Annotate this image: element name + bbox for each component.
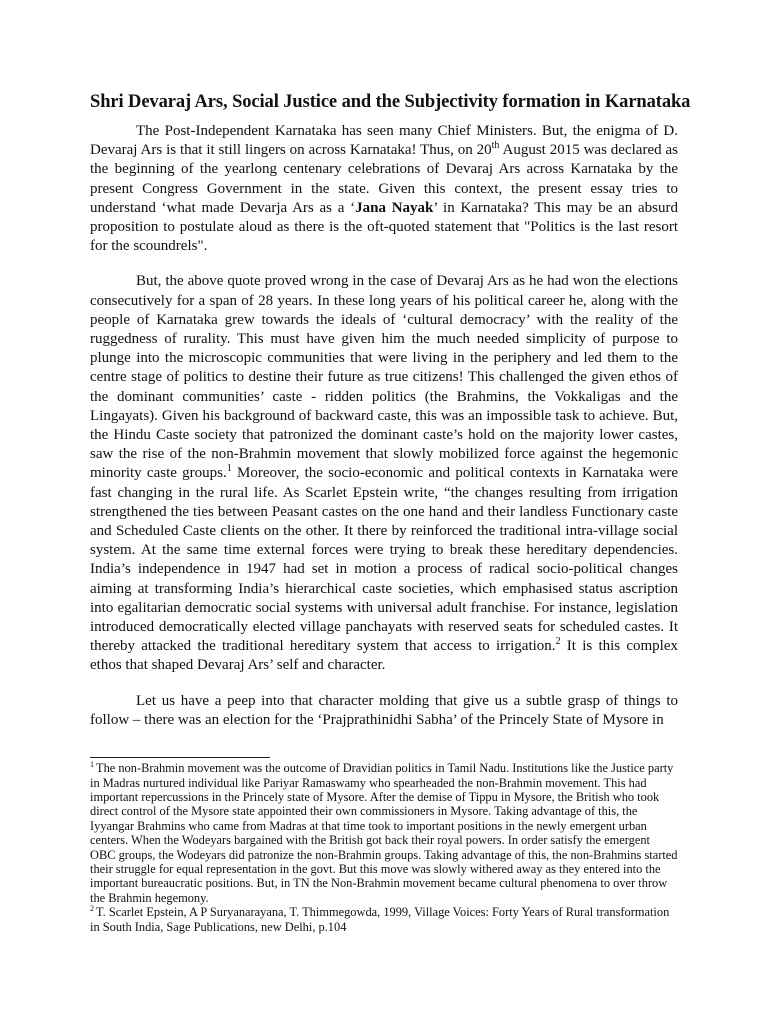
paragraph-2-text-c: It is this complex ethos that shaped Devaraj Ars’ self and character. [90, 638, 678, 674]
footnote-ref-1[interactable]: 1 [226, 463, 232, 475]
footnote-separator [90, 757, 270, 758]
jana-nayak-bold: Jana Nayak [355, 199, 434, 216]
footnote-2-text: T. Scarlet Epstein, A P Suryanarayana, T. Thimmegowda, 1999, Village Voices: Forty Years of Rural transformation in South India, Sage Publications, new Delhi, p.104 [90, 905, 670, 934]
paragraph-2-text-a: But, the above quote proved wrong in the case of Devaraj Ars as he had won the elections consecutively for a span of 28 years. In these long years of his political career he, along with the people of Karnataka grew towards the ideals of ‘cultural democracy’ with the reality of the ruggedness of rurality. This must have given him the much needed simplicity of purpose to plunge into the microscopic communities that were living in the periphery and led them to the centre stage of politics to destine their future as true citizens! This challenged the given ethos of the dominant communities’ caste - ridden politics (the Brahmins, the Vokkaligas and the Lingayats). Given his background of backward caste, this was an impossible task to achieve. But, the Hindu Caste society that patronized the dominant caste’s hold on the majority lower castes, saw the rise of the non-Brahmin movement that slowly mobilized force against the hegemonic minority caste groups. [90, 273, 678, 482]
footnote-2 [90, 905, 678, 934]
superscript-th: th [491, 140, 500, 152]
footnote-ref-2[interactable]: 2 [555, 636, 561, 648]
footnote-1-text: The non-Brahmin movement was the outcome of Dravidian politics in Tamil Nadu. Institutions like the Justice party in Madras nurtured individual like Pariyar Ramaswamy who spearheaded the non-Brahmin movement. This had important repercussions in the Princely state of Mysore. After the demise of Tippu in Mysore, the British who took direct control of the Mysore state appointed their own commissioners in Mysore. Taking advantage of this, the Iyyangar Brahmins who came from Madras at that time took to important positions in the newly emergent urban centers. When the Wodeyars bargained with the British got back their royal powers. In order satisfy the emergent OBC groups, the Wodeyars did patronize the non-Brahmin groups. Taking advantage of this, the non-Brahmins started their struggle for equal representation in the govt. But this move was slowly withered away as they entered into the important bureaucratic positions. But, in TN the Non-Brahmin movement became cultural phenomena to over throw the Brahmin hegemony. [90, 761, 678, 905]
paragraph-2-text-b: Moreover, the socio-economic and political contexts in Karnataka were fast changing in the rural life. As Scarlet Epstein write, “the changes resulting from irrigation strengthened the ties between Peasant castes on the one hand and their landless Functionary caste and Scheduled Caste clients on the other. It there by reinforced the traditional intra-village social system. At the same time external forces were trying to break these hereditary dependencies. India’s independence in 1947 had set in motion a process of radical socio-political changes aiming at transforming India’s hierarchical caste societies, which emphasised status ascription into egalitarian democratic social systems with universal adult franchise. For instance, legislation introduced democratically elected village panchayats with reserved seats for scheduled castes. It thereby attacked the traditional hereditary system that access to irrigation. [90, 465, 678, 655]
paragraph-2 [90, 272, 678, 675]
paragraph-3: Let us have a peep into that character molding that give us a subtle grasp of things to follow – there was an election for the ‘Prajprathinidhi Sabha’ of the Princely State of Mysore in [90, 692, 678, 728]
footnote-1-mark: 1 [90, 759, 94, 769]
footnote-2-mark: 2 [90, 904, 94, 914]
paragraph-1-text-b: August 2015 was declared as the beginning of the yearlong centenary celebrations of Devaraj Ars across Karnataka by the present Congress Government in the state. Given this context, the present essay tries to understand ‘what made Devarja Ars as a ‘ [90, 142, 678, 216]
paragraph-1 [90, 122, 678, 256]
footnote-1 [90, 761, 678, 905]
document-title: Shri Devaraj Ars, Social Justice and the Subjectivity formation in Karnataka [90, 92, 691, 112]
paragraph-1-text-c: ’ in Karnataka? This may be an absurd proposition to postulate aloud as there is the oft-quoted statement that "Politics is the last resort for the scoundrels". [90, 199, 678, 255]
paragraph-1-text-a: The Post-Independent Karnataka has seen many Chief Ministers. But, the enigma of D. Devaraj Ars is that it still lingers on across Karnataka! Thus, on 20 [90, 123, 678, 159]
